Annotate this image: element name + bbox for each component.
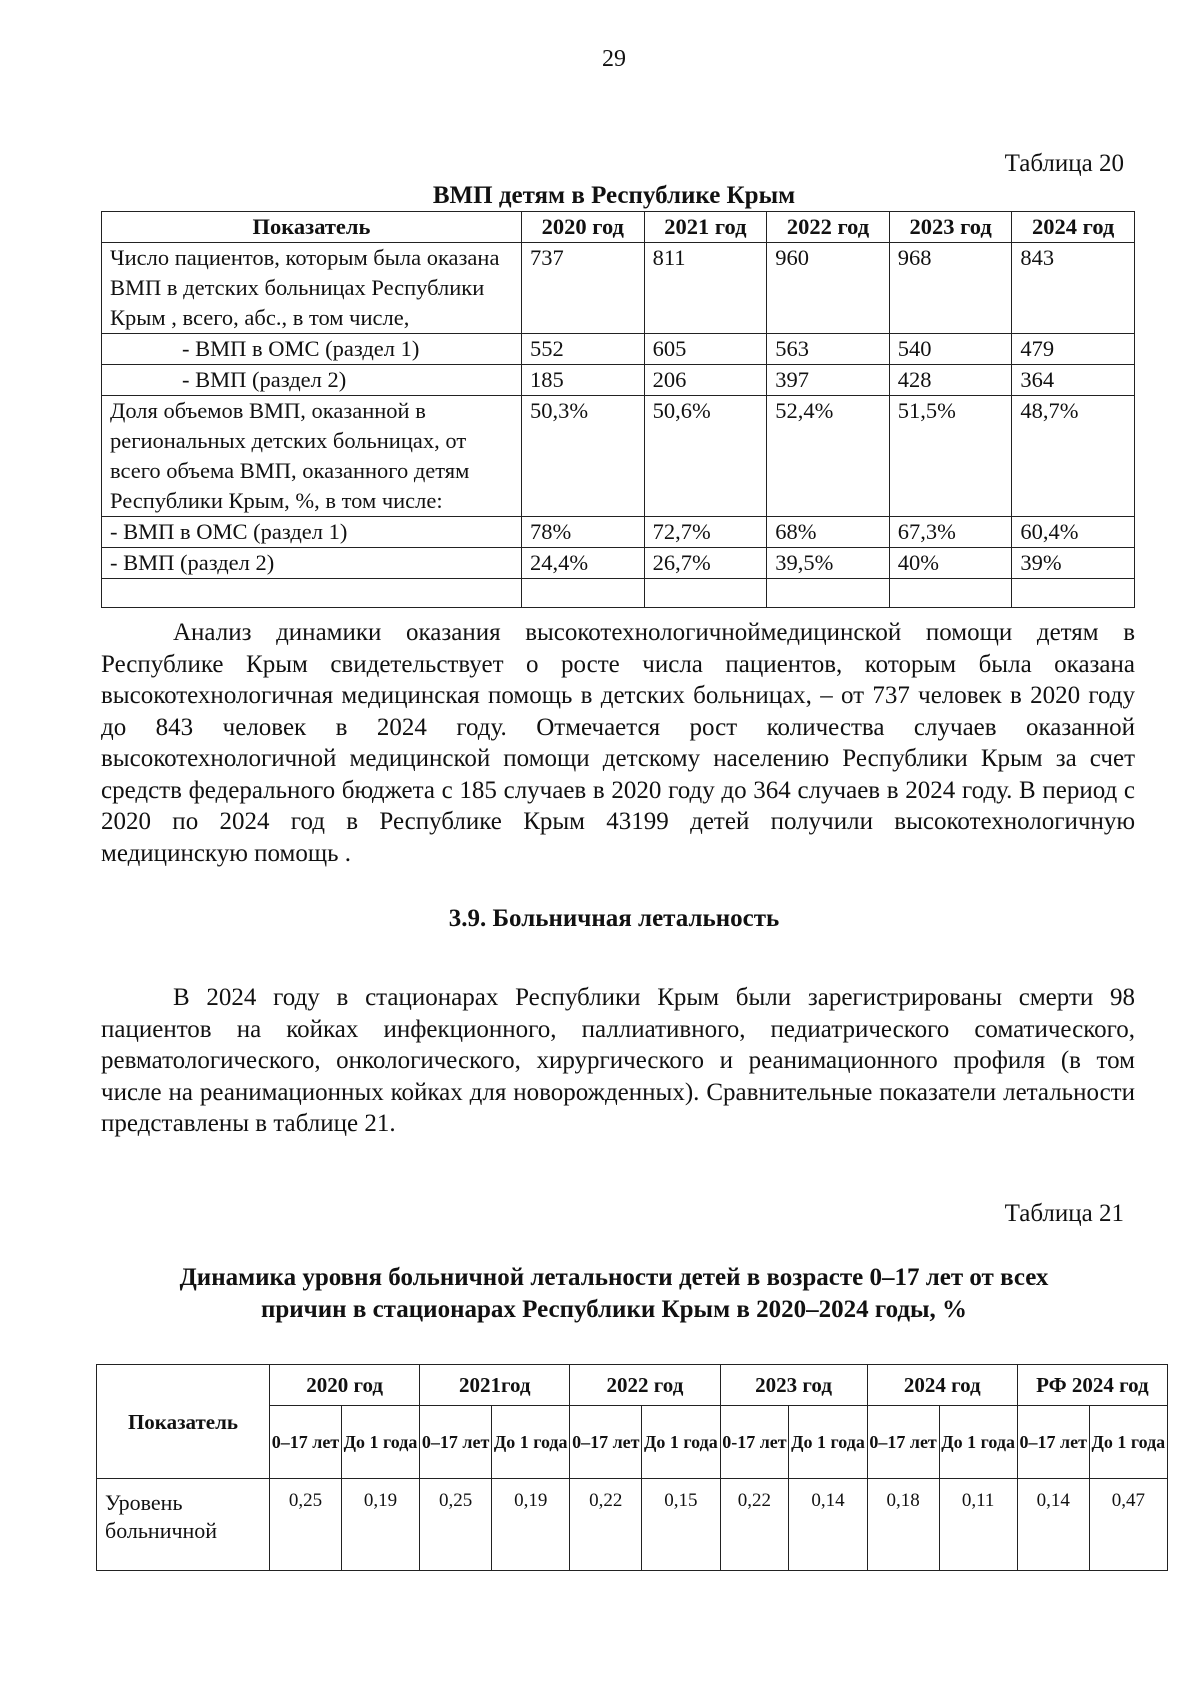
table-row	[102, 517, 1135, 548]
age-subheader: 0–17 лет	[420, 1406, 492, 1479]
table-21	[96, 1364, 1168, 1571]
table-row	[102, 334, 1135, 365]
row-label: - ВМП в ОМС (раздел 1)	[102, 517, 522, 548]
age-subheader: 0–17 лет	[570, 1406, 642, 1479]
row-label: - ВМП (раздел 2)	[102, 548, 522, 579]
cell-value: 0,18	[867, 1479, 939, 1571]
empty-cell	[522, 579, 645, 608]
table-21-title-line: причин в стационарах Республики Крым в 2020–2024 годы, %	[260, 1296, 968, 1323]
cell-value: 0,11	[939, 1479, 1017, 1571]
cell-value: 563	[767, 334, 890, 365]
age-subheader: 0–17 лет	[867, 1406, 939, 1479]
age-subheader: До 1 года	[789, 1406, 867, 1479]
cell-value: 24,4%	[522, 548, 645, 579]
empty-cell	[1012, 579, 1135, 608]
cell-value: 811	[644, 243, 767, 334]
table-row	[102, 243, 1135, 334]
cell-value: 51,5%	[889, 396, 1012, 517]
empty-row	[102, 579, 1135, 608]
cell-value: 40%	[889, 548, 1012, 579]
cell-value: 843	[1012, 243, 1135, 334]
row-label: - ВМП в ОМС (раздел 1)	[102, 334, 522, 365]
table-20-header: 2022 год	[767, 212, 890, 243]
cell-value: 540	[889, 334, 1012, 365]
table-row	[102, 365, 1135, 396]
page-number: 29	[602, 46, 626, 72]
cell-value: 0,14	[789, 1479, 867, 1571]
table-row	[102, 396, 1135, 517]
cell-value: 60,4%	[1012, 517, 1135, 548]
year-header: 2024 год	[867, 1365, 1017, 1406]
cell-value: 0,47	[1089, 1479, 1167, 1571]
row-label: Уровень больничной	[97, 1479, 270, 1571]
cell-value: 50,6%	[644, 396, 767, 517]
cell-value: 968	[889, 243, 1012, 334]
cell-value: 0,22	[720, 1479, 789, 1571]
table-21-year-row	[97, 1365, 1168, 1406]
table-21-title	[0, 1262, 1200, 1326]
cell-value: 0,15	[642, 1479, 720, 1571]
year-header: 2021год	[420, 1365, 570, 1406]
indicator-header: Показатель	[97, 1365, 270, 1479]
age-subheader: До 1 года	[492, 1406, 570, 1479]
cell-value: 78%	[522, 517, 645, 548]
table-20	[101, 211, 1135, 608]
year-header: РФ 2024 год	[1017, 1365, 1167, 1406]
cell-value: 0,25	[270, 1479, 342, 1571]
age-subheader: 0–17 лет	[270, 1406, 342, 1479]
cell-value: 72,7%	[644, 517, 767, 548]
age-subheader: До 1 года	[1089, 1406, 1167, 1479]
cell-value: 960	[767, 243, 890, 334]
cell-value: 0,25	[420, 1479, 492, 1571]
table-20-header: Показатель	[102, 212, 522, 243]
table-21-title-line: Динамика уровня больничной летальности детей в возрасте 0–17 лет от всех	[179, 1264, 1049, 1291]
year-header: 2020 год	[270, 1365, 420, 1406]
empty-cell	[644, 579, 767, 608]
empty-cell	[767, 579, 890, 608]
cell-value: 68%	[767, 517, 890, 548]
age-subheader: До 1 года	[341, 1406, 419, 1479]
year-header: 2023 год	[720, 1365, 867, 1406]
cell-value: 26,7%	[644, 548, 767, 579]
cell-value: 479	[1012, 334, 1135, 365]
cell-value: 0,19	[341, 1479, 419, 1571]
row-label: - ВМП (раздел 2)	[102, 365, 522, 396]
age-subheader: До 1 года	[939, 1406, 1017, 1479]
table-20-title: ВМП детям в Республике Крым	[432, 182, 796, 209]
table-21-caption: Таблица 21	[1004, 1200, 1124, 1227]
table-row	[102, 548, 1135, 579]
cell-value: 397	[767, 365, 890, 396]
cell-value: 48,7%	[1012, 396, 1135, 517]
row-label: Число пациентов, которым была оказана ВМП в детских больницах Республики Крым , всего, абс., в том числе,	[102, 243, 522, 334]
section-heading: 3.9. Больничная летальность	[448, 905, 780, 932]
year-header: 2022 год	[570, 1365, 720, 1406]
table-20-header: 2021 год	[644, 212, 767, 243]
table-20-header-row	[102, 212, 1135, 243]
cell-value: 0,22	[570, 1479, 642, 1571]
cell-value: 185	[522, 365, 645, 396]
cell-value: 67,3%	[889, 517, 1012, 548]
cell-value: 0,14	[1017, 1479, 1089, 1571]
table-20-header: 2020 год	[522, 212, 645, 243]
cell-value: 737	[522, 243, 645, 334]
cell-value: 50,3%	[522, 396, 645, 517]
cell-value: 552	[522, 334, 645, 365]
table-row	[97, 1479, 1168, 1571]
mortality-paragraph: В 2024 году в стационарах Республики Крым были зарегистрированы смерти 98 пациентов на койках инфекционного, паллиативного, педиатрического соматического, ревматологического, онкологического, хирургического и реанимационного профиля (в том числе на реанимационных койках для новорожденных). Сравнительные показатели летальности представлены в таблице 21.	[101, 984, 1135, 1137]
empty-cell	[889, 579, 1012, 608]
age-subheader: 0–17 лет	[1017, 1406, 1089, 1479]
empty-cell	[102, 579, 522, 608]
age-subheader: До 1 года	[642, 1406, 720, 1479]
age-subheader: 0-17 лет	[720, 1406, 789, 1479]
cell-value: 39%	[1012, 548, 1135, 579]
cell-value: 428	[889, 365, 1012, 396]
cell-value: 39,5%	[767, 548, 890, 579]
table-20-caption: Таблица 20	[1004, 150, 1124, 177]
table-20-header: 2024 год	[1012, 212, 1135, 243]
cell-value: 206	[644, 365, 767, 396]
analysis-paragraph: Анализ динамики оказания высокотехнологичноймедицинской помощи детям в Республике Крым свидетельствует о росте числа пациентов, которым была оказана высокотехнологичная медицинская помощь в детских больницах, – от 737 человек в 2020 году до 843 человек в 2024 году. Отмечается рост количества случаев оказанной высокотехнологичной медицинской помощи детскому населению Республики Крым за счет средств федерального бюджета с 185 случаев в 2020 году до 364 случаев в 2024 году. В период с 2020 по 2024 год в Республике Крым 43199 детей получили высокотехнологичную медицинскую помощь .	[101, 619, 1135, 867]
cell-value: 364	[1012, 365, 1135, 396]
cell-value: 605	[644, 334, 767, 365]
cell-value: 0,19	[492, 1479, 570, 1571]
table-20-header: 2023 год	[889, 212, 1012, 243]
cell-value: 52,4%	[767, 396, 890, 517]
row-label: Доля объемов ВМП, оказанной в региональных детских больницах, от всего объема ВМП, оказанного детям Республики Крым, %, в том числе:	[102, 396, 522, 517]
